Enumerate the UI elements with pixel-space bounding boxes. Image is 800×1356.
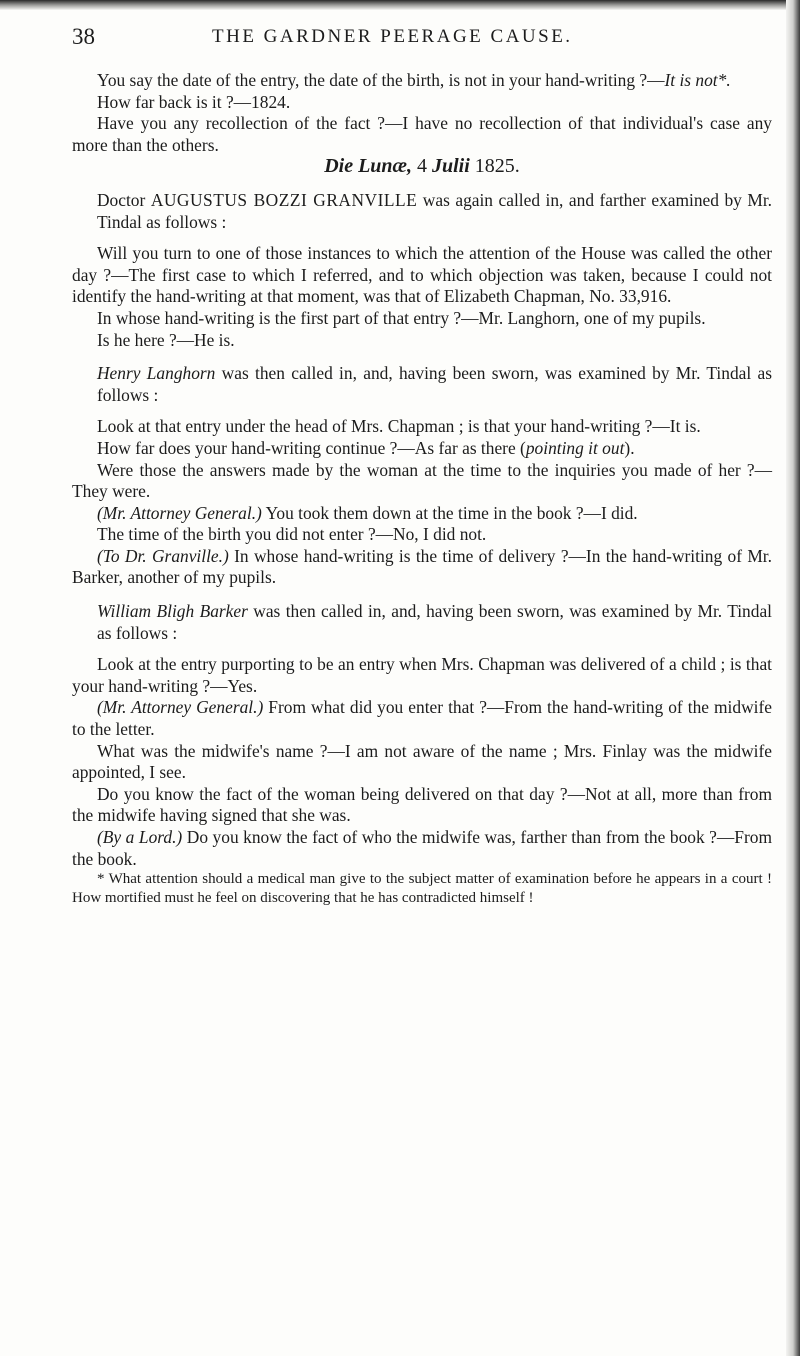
witness-intro-langhorn [72, 363, 772, 406]
witness-name: William Bligh Barker [97, 601, 248, 622]
stage-direction: pointing it out [525, 437, 625, 458]
paragraph: In whose hand-writing is the first part of that entry ?—Mr. Langhorn, one of my pupils. [97, 307, 706, 328]
question-text: You took them down at the time in the book ?—I did. [265, 502, 638, 523]
paragraph: Is he here ?—He is. [97, 329, 235, 350]
paragraph: Have you any recollection of the fact ?—I have no recollection of that individual's case any more than the others. [72, 113, 772, 155]
punctuation: ). [624, 437, 635, 458]
paragraph: How far back is it ?—1824. [97, 91, 291, 112]
dateline-day: Die Lunæ, [324, 155, 412, 178]
question-text: Do you know the fact of who the midwife was, farther than from the book ?—From the book. [72, 827, 772, 869]
speaker-label: (Mr. Attorney General.) [97, 502, 262, 523]
paragraph: Look at that entry under the head of Mrs. Chapman ; is that your hand-writing ?—It is. [97, 416, 701, 437]
witness-intro-text: was then called in, and, having been sworn, was examined by Mr. Tindal as follows : [97, 363, 772, 405]
dateline-year: 1825. [474, 155, 520, 178]
page-number: 38 [72, 24, 95, 49]
paragraph [72, 546, 772, 589]
witness-intro-text: was again called in, and farther examined by Mr. Tindal as follows : [97, 189, 772, 232]
paragraph: Will you turn to one of those instances to which the attention of the House was called the other day ?—The first case to which I referred, and to which objection was taken, because I could not identify the hand-writing at that moment, was that of Elizabeth Chapman, No. 33,916. [72, 243, 772, 307]
question-text: You say the date of the entry, the date of the birth, is not in your hand-writing ?— [97, 70, 665, 90]
paragraph: The time of the birth you did not enter ?—No, I did not. [97, 524, 487, 545]
running-head [72, 24, 772, 54]
paragraph [72, 438, 772, 460]
paragraph [72, 697, 772, 740]
paragraph: What was the midwife's name ?—I am not aware of the name ; Mrs. Finlay was the midwife appointed, I see. [72, 740, 772, 783]
speaker-label: (Mr. Attorney General.) [97, 697, 264, 718]
paragraph [72, 503, 772, 525]
witness-name: AUGUSTUS BOZZI GRANVILLE [150, 189, 418, 210]
speaker-label: (By a Lord.) [97, 827, 183, 847]
witness-intro-text: was then called in, and, having been sworn, was examined by Mr. Tindal as follows : [97, 601, 773, 643]
witness-intro-granville [72, 190, 772, 233]
paragraph: Look at the entry purporting to be an entry when Mrs. Chapman was delivered of a child ; is that your hand-writing ?—Yes. [72, 654, 772, 696]
question-text: In whose hand-writing is the time of delivery ?—In the hand-writing of Mr. Barker, another of my pupils. [72, 545, 772, 588]
page-right-shadow [786, 0, 800, 1356]
question-text: How far does your hand-writing continue ?—As far as there ( [97, 437, 526, 458]
witness-name: Henry Langhorn [97, 363, 216, 384]
question-text: From what did you enter that ?—From the hand-writing of the midwife to the letter. [72, 697, 772, 740]
witness-intro-barker [72, 601, 772, 644]
dateline-date: 4 [417, 155, 427, 178]
page-top-shadow [0, 0, 800, 10]
running-title: THE GARDNER PEERAGE CAUSE. [212, 26, 573, 47]
page-body [72, 70, 772, 907]
paragraph [72, 827, 772, 870]
footnote: * What attention should a medical man give to the subject matter of examination before he appears in a court ! How mortified must he feel on discovering that he has contradicted himself ! [72, 871, 772, 906]
paragraph [72, 70, 772, 92]
answer-italic: It is not*. [664, 70, 731, 90]
paragraph: Were those the answers made by the woman at the time to the inquiries you made of her ?—They were. [72, 459, 772, 502]
dateline [72, 156, 772, 178]
speaker-label: (To Dr. Granville.) [97, 545, 229, 566]
witness-title: Doctor [97, 189, 146, 210]
paragraph: Do you know the fact of the woman being delivered on that day ?—Not at all, more than from the midwife having signed that she was. [72, 783, 772, 826]
dateline-month: Julii [432, 155, 470, 178]
